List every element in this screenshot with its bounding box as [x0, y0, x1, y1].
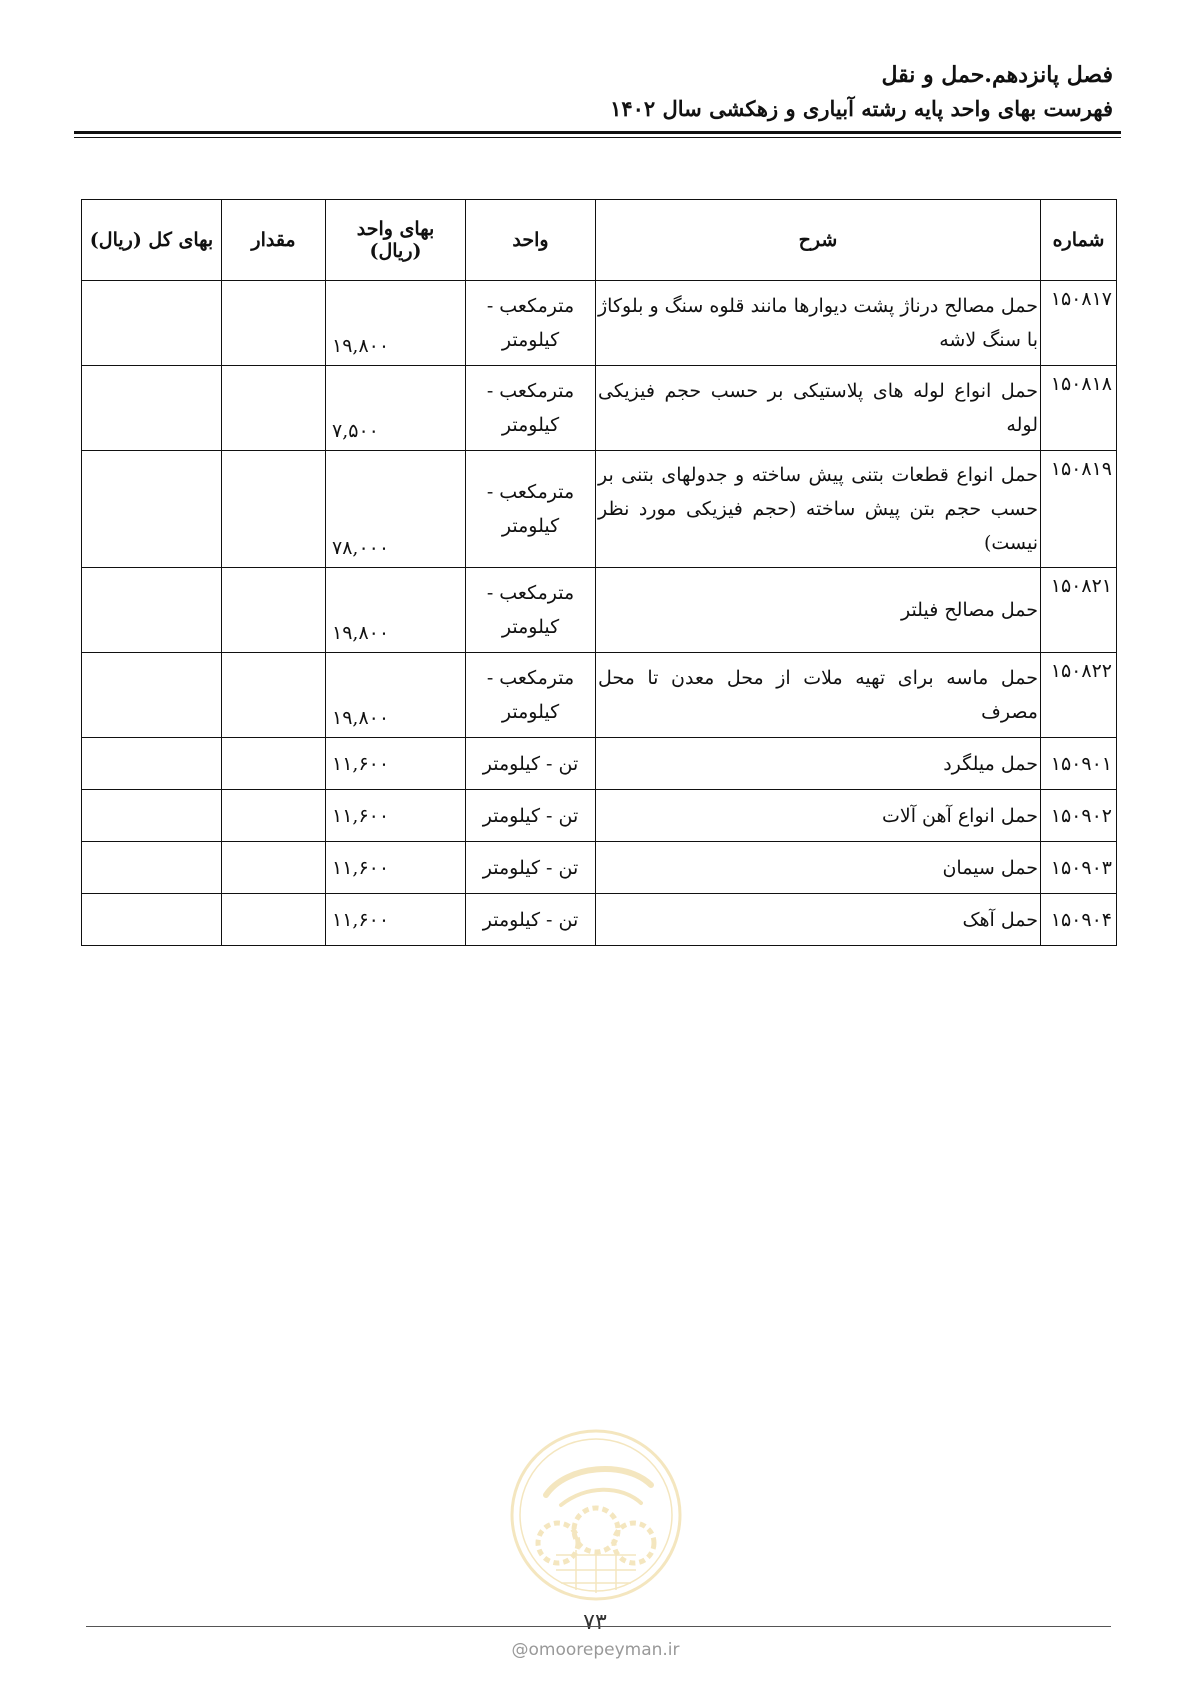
table-row	[82, 281, 1117, 366]
item-total	[82, 894, 222, 946]
table-row	[82, 568, 1117, 653]
item-unit: تن - کیلومتر	[466, 894, 596, 946]
item-unit-price: ۱۹,۸۰۰	[326, 281, 466, 366]
item-number: ۱۵۰۸۱۸	[1041, 366, 1117, 451]
page-header	[610, 58, 1113, 126]
watermark-stamp-logo	[506, 1425, 686, 1605]
page-number: ۷۳	[583, 1610, 607, 1635]
table-row	[82, 894, 1117, 946]
item-description: حمل سیمان	[596, 842, 1041, 894]
item-description: حمل میلگرد	[596, 738, 1041, 790]
table-row	[82, 366, 1117, 451]
table-header-row	[82, 200, 1117, 281]
item-description: حمل انواع قطعات بتنی پیش ساخته و جدولهای بتنی بر حسب حجم بتن پیش ساخته (حجم فیزیکی مورد نظر نیست)	[596, 451, 1041, 568]
item-quantity	[222, 738, 326, 790]
item-description: حمل انواع لوله های پلاستیکی بر حسب حجم فیزیکی لوله	[596, 366, 1041, 451]
col-description-header: شرح	[596, 200, 1041, 281]
col-unit-price-header	[326, 200, 466, 281]
item-description: حمل مصالح فیلتر	[596, 568, 1041, 653]
item-unit: مترمکعب - کیلومتر	[466, 451, 596, 568]
col-quantity-header: مقدار	[222, 200, 326, 281]
footer-rule	[86, 1626, 1111, 1627]
item-unit: تن - کیلومتر	[466, 738, 596, 790]
table-row	[82, 738, 1117, 790]
item-description: حمل انواع آهن آلات	[596, 790, 1041, 842]
item-unit: تن - کیلومتر	[466, 842, 596, 894]
item-description: حمل ماسه برای تهیه ملات از محل معدن تا محل مصرف	[596, 653, 1041, 738]
item-total	[82, 366, 222, 451]
item-total	[82, 281, 222, 366]
item-total	[82, 451, 222, 568]
table-row	[82, 842, 1117, 894]
item-total	[82, 738, 222, 790]
document-title: فهرست بهای واحد پایه رشته آبیاری و زهکشی سال ۱۴۰۲	[610, 96, 1113, 121]
item-unit-price: ۱۱,۶۰۰	[326, 738, 466, 790]
item-unit: مترمکعب - کیلومتر	[466, 653, 596, 738]
item-quantity	[222, 842, 326, 894]
item-number: ۱۵۰۹۰۳	[1041, 842, 1117, 894]
item-unit-price: ۱۱,۶۰۰	[326, 790, 466, 842]
item-quantity	[222, 281, 326, 366]
unit-price-header-line1: بهای واحد	[356, 218, 435, 240]
item-number: ۱۵۰۹۰۴	[1041, 894, 1117, 946]
item-unit-price: ۷,۵۰۰	[326, 366, 466, 451]
watermark-text: @omoorepeyman.ir	[511, 1640, 680, 1660]
item-total	[82, 653, 222, 738]
item-unit-price: ۷۸,۰۰۰	[326, 451, 466, 568]
col-number-header: شماره	[1041, 200, 1117, 281]
item-unit: مترمکعب - کیلومتر	[466, 568, 596, 653]
item-unit: مترمکعب - کیلومتر	[466, 281, 596, 366]
item-number: ۱۵۰۸۱۷	[1041, 281, 1117, 366]
item-description: حمل مصالح درناژ پشت دیوارها مانند قلوه سنگ و بلوکاژ با سنگ لاشه	[596, 281, 1041, 366]
col-total-header: بهای کل (ریال)	[82, 200, 222, 281]
item-quantity	[222, 366, 326, 451]
item-unit-price: ۱۹,۸۰۰	[326, 653, 466, 738]
chapter-title: فصل پانزدهم.حمل و نقل	[881, 62, 1113, 88]
item-quantity	[222, 451, 326, 568]
item-number: ۱۵۰۹۰۱	[1041, 738, 1117, 790]
item-number: ۱۵۰۹۰۲	[1041, 790, 1117, 842]
table-row	[82, 653, 1117, 738]
item-number: ۱۵۰۸۲۲	[1041, 653, 1117, 738]
col-unit-header: واحد	[466, 200, 596, 281]
item-total	[82, 568, 222, 653]
item-description: حمل آهک	[596, 894, 1041, 946]
item-total	[82, 842, 222, 894]
header-rule-thin	[74, 137, 1121, 138]
item-quantity	[222, 790, 326, 842]
item-number: ۱۵۰۸۲۱	[1041, 568, 1117, 653]
table-row	[82, 451, 1117, 568]
header-rule-thick	[74, 131, 1121, 134]
item-unit-price: ۱۹,۸۰۰	[326, 568, 466, 653]
item-unit: مترمکعب - کیلومتر	[466, 366, 596, 451]
item-quantity	[222, 894, 326, 946]
item-quantity	[222, 653, 326, 738]
item-number: ۱۵۰۸۱۹	[1041, 451, 1117, 568]
unit-price-header-line2: (ریال)	[369, 240, 422, 262]
item-quantity	[222, 568, 326, 653]
item-total	[82, 790, 222, 842]
item-unit-price: ۱۱,۶۰۰	[326, 842, 466, 894]
item-unit: تن - کیلومتر	[466, 790, 596, 842]
price-table	[81, 199, 1117, 946]
item-unit-price: ۱۱,۶۰۰	[326, 894, 466, 946]
table-row	[82, 790, 1117, 842]
